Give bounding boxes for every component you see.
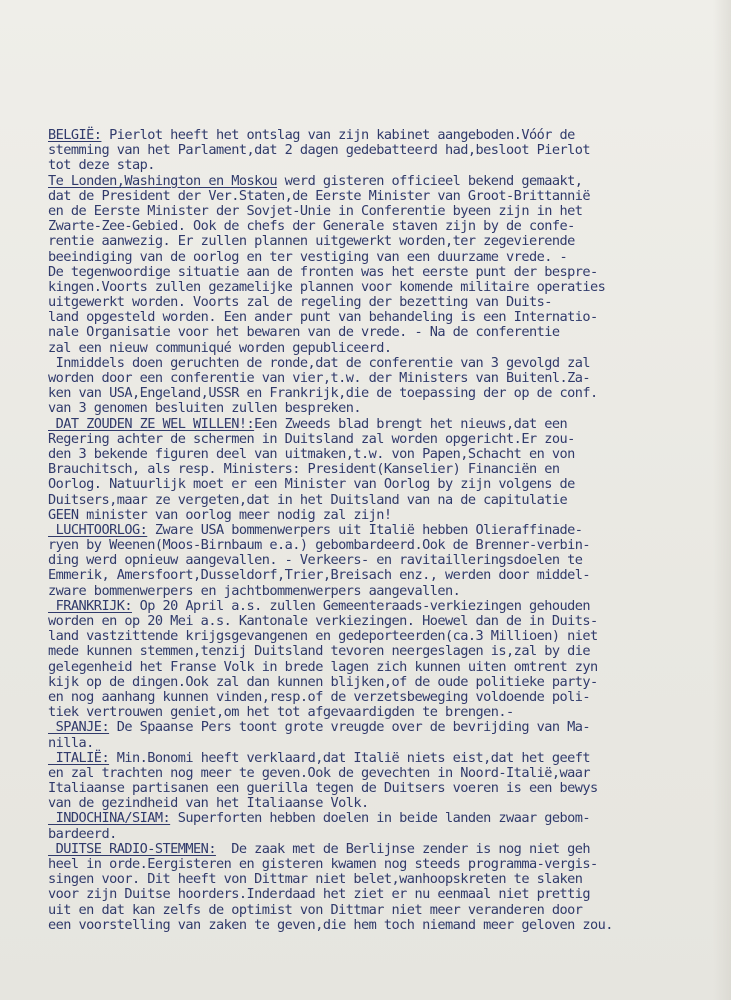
text-line: [48, 341, 716, 356]
line-text: De tegenwoordige situatie aan de fronten was het eerste punt der bespre-: [48, 263, 598, 280]
text-line: [48, 827, 716, 842]
text-line: [48, 432, 716, 447]
line-text: en de Eerste Minister der Sovjet-Unie in Conferentie byeen zijn in het: [48, 202, 583, 219]
line-text: heel in orde.Eergisteren en gisteren kwamen nog steeds programma-vergis-: [48, 856, 598, 872]
text-line: [48, 584, 716, 599]
section-luchtoorlog: [48, 523, 716, 599]
line-text: worden door een conferentie van vier,t.w. der Ministers van Buitenl.Za-: [48, 370, 591, 386]
section-spanje: [48, 720, 716, 750]
text-line: [48, 736, 716, 751]
line-text: rentie aanwezig. Er zullen plannen uitgewerkt worden,ter zegevierende: [48, 233, 575, 250]
text-line: [48, 690, 716, 705]
text-line: [48, 508, 716, 523]
line-text: Op 20 April a.s. zullen Gemeenteraads-verkiezingen gehouden: [131, 597, 591, 614]
typewritten-bulletin: [48, 128, 716, 933]
text-line: [48, 447, 716, 462]
section-dat-zouden-ze-wel-willen: [48, 417, 716, 523]
line-text: en nog aanhang kunnen vinden,resp.of de verzetsbeweging voldoende poli-: [48, 688, 591, 705]
text-line: [48, 553, 716, 568]
text-line: [48, 462, 716, 477]
text-line: [48, 781, 716, 796]
text-line: [48, 493, 716, 508]
text-line: [48, 918, 716, 933]
line-text: Een Zweeds blad brengt het nieuws,dat een: [254, 415, 568, 432]
line-text: den 3 bekende figuren deel van uitmaken,t.w. von Papen,Schacht en von: [48, 445, 575, 462]
section-duitse-radio-stemmen: [48, 842, 716, 933]
line-text: een voorstelling van zaken te geven,die hem toch niemand meer geloven zou.: [48, 916, 613, 933]
section-heading: BELGIË:: [48, 127, 102, 143]
line-text: zal een nieuw communiqué worden gepubliceerd.: [48, 339, 392, 356]
text-line: [48, 568, 716, 583]
line-text: tiek vertrouwen geniet,om het tot afgevaardigden te brengen.-: [48, 704, 514, 721]
line-text: Emmerik, Amersfoort,Dusseldorf,Trier,Breisach enz., werden door middel-: [48, 567, 591, 584]
line-text: De zaak met de Berlijnse zender is nog niet geh: [215, 840, 591, 857]
section-heading: DUITSE RADIO-STEMMEN:: [48, 840, 216, 857]
line-text: en zal trachten nog meer te geven.Ook de gevechten in Noord-Italië,waar: [48, 764, 591, 781]
line-text: Superforten hebben doelen in beide landen zwaar gebom-: [170, 810, 591, 827]
line-text: ken van USA,Engeland,USSR en Frankrijk,die de toepassing der op de conf.: [48, 385, 598, 402]
line-text: GEEN minister van oorlog meer nodig zal zijn!: [48, 506, 392, 523]
text-line: [48, 417, 716, 432]
line-text: singen voor. Dit heeft von Dittmar niet belet,wanhoopskreten te slaken: [48, 871, 583, 888]
line-text: Duitsers,maar ze vergeten,dat in het Duitsland van na de capitulatie: [48, 491, 568, 508]
section-heading: ITALIË:: [48, 749, 110, 766]
text-line: [48, 857, 716, 872]
line-text: ryen by Weenen(Moos-Birnbaum e.a.) gebombardeerd.Ook de Brenner-verbin-: [48, 537, 591, 554]
text-line: [48, 265, 716, 280]
text-line: [48, 219, 716, 234]
text-line: [48, 751, 716, 766]
line-text: land opgesteld worden. Een ander punt van behandeling is een Internatio-: [48, 309, 598, 326]
line-text: gelegenheid het Franse Volk in brede lagen zich kunnen uiten omtrent zyn: [48, 658, 598, 675]
text-line: [48, 766, 716, 781]
section-indochina-siam: [48, 811, 716, 841]
section-heading: Te Londen,Washington en Moskou: [48, 172, 278, 189]
text-line: [48, 599, 716, 614]
line-text: van 3 genomen besluiten zullen bespreken.: [48, 400, 361, 417]
line-text: land vastzittende krijgsgevangenen en gedeporteerden(ca.3 Millioen) niet: [48, 628, 598, 645]
text-line: [48, 250, 716, 265]
line-text: van de gezindheid van het Italiaanse Volk.: [48, 795, 369, 812]
section-heading: LUCHTOORLOG:: [48, 521, 148, 538]
line-text: Regering achter de schermen in Duitsland zal worden opgericht.Er zou-: [48, 430, 575, 447]
text-line: [48, 842, 716, 857]
text-line: [48, 629, 716, 644]
section-heading: SPANJE:: [48, 719, 110, 736]
line-text: uitgewerkt worden. Voorts zal de regeling der bezetting van Duits-: [48, 294, 552, 311]
section-frankrijk: [48, 599, 716, 721]
text-line: [48, 811, 716, 826]
section-heading: INDOCHINA/SIAM:: [48, 810, 171, 827]
line-text: Brauchitsch, als resp. Ministers: President(Kanselier) Financiën en: [48, 461, 560, 478]
text-line: [48, 401, 716, 416]
text-line: [48, 371, 716, 386]
text-line: [48, 903, 716, 918]
line-text: Zwarte-Zee-Gebied. Ook de chefs der Generale staven zijn by de confe-: [48, 218, 575, 235]
text-line: [48, 705, 716, 720]
text-line: [48, 660, 716, 675]
line-text: dat de President der Ver.Staten,de Eerste Minister van Groot-Brittannië: [48, 187, 591, 204]
line-text: bardeerd.: [48, 825, 117, 842]
line-text: kingen.Voorts zullen gezamelijke plannen voor komende militaire operaties: [48, 278, 606, 295]
line-text: Oorlog. Natuurlijk moet er een Minister van Oorlog by zijn volgens de: [48, 476, 575, 493]
text-line: [48, 234, 716, 249]
text-line: [48, 644, 716, 659]
line-text: nilla.: [48, 734, 94, 751]
line-text: beeindiging van de oorlog en ter vestiging van een duurzame vrede. -: [48, 248, 568, 265]
line-text: werd gisteren officieel bekend gemaakt,: [277, 172, 583, 189]
line-text: uit en dat kan zelfs de optimist von Dittmar niet meer veranderen door: [48, 901, 583, 918]
line-text: kijk op de dingen.Ook zal dan kunnen blijken,of de oude politieke party-: [48, 673, 598, 690]
text-line: [48, 477, 716, 492]
text-line: [48, 189, 716, 204]
text-line: [48, 523, 716, 538]
section-belgie: [48, 128, 716, 174]
text-line: [48, 280, 716, 295]
text-line: [48, 356, 716, 371]
text-line: [48, 174, 716, 189]
text-line: [48, 675, 716, 690]
text-line: [48, 204, 716, 219]
line-text: Zware USA bommenwerpers uit Italië hebben Olieraffinade-: [147, 521, 583, 538]
section-italie: [48, 751, 716, 812]
text-line: [48, 325, 716, 340]
line-text: voor zijn Duitse hoorders.Inderdaad het ziet er nu eenmaal niet prettig: [48, 886, 591, 903]
text-line: [48, 158, 716, 173]
text-line: [48, 143, 716, 158]
line-text: De Spaanse Pers toont grote vreugde over de bevrijding van Ma-: [109, 719, 591, 736]
text-line: [48, 310, 716, 325]
line-text: stemming van het Parlament,dat 2 dagen gedebatteerd had,besloot Pierlot: [48, 142, 591, 159]
section-heading: DAT ZOUDEN ZE WEL WILLEN!:: [48, 415, 255, 432]
line-text: Pierlot heeft het ontslag van zijn kabinet aangeboden.Vóór de: [101, 127, 575, 143]
line-text: ding werd opnieuw aangevallen. - Verkeers- en ravitailleringsdoelen te: [48, 552, 583, 569]
line-text: mede kunnen stemmen,tenzij Duitsland tevoren neergeslagen is,zal by die: [48, 643, 591, 660]
line-text: Min.Bonomi heeft verklaard,dat Italië niets eist,dat het geeft: [109, 749, 591, 766]
section-conferentie: [48, 174, 716, 417]
line-text: Inmiddels doen geruchten de ronde,dat de conferentie van 3 gevolgd zal: [48, 354, 591, 371]
line-text: zware bommenwerpers en jachtbommenwerpers aangevallen.: [48, 582, 461, 599]
text-line: [48, 295, 716, 310]
line-text: nale Organisatie voor het bewaren van de vrede. - Na de conferentie: [48, 324, 560, 341]
text-line: [48, 796, 716, 811]
text-line: [48, 720, 716, 735]
text-line: [48, 887, 716, 902]
line-text: tot deze stap.: [48, 157, 155, 174]
section-heading: FRANKRIJK:: [48, 597, 132, 614]
text-line: [48, 872, 716, 887]
text-line: [48, 614, 716, 629]
text-line: [48, 538, 716, 553]
text-line: [48, 128, 716, 143]
line-text: worden en op 20 Mei a.s. Kantonale verkiezingen. Hoewel dan de in Duits-: [48, 613, 598, 629]
text-line: [48, 386, 716, 401]
line-text: Italiaanse partisanen een guerilla tegen de Duitsers voeren is een bewys: [48, 780, 598, 797]
